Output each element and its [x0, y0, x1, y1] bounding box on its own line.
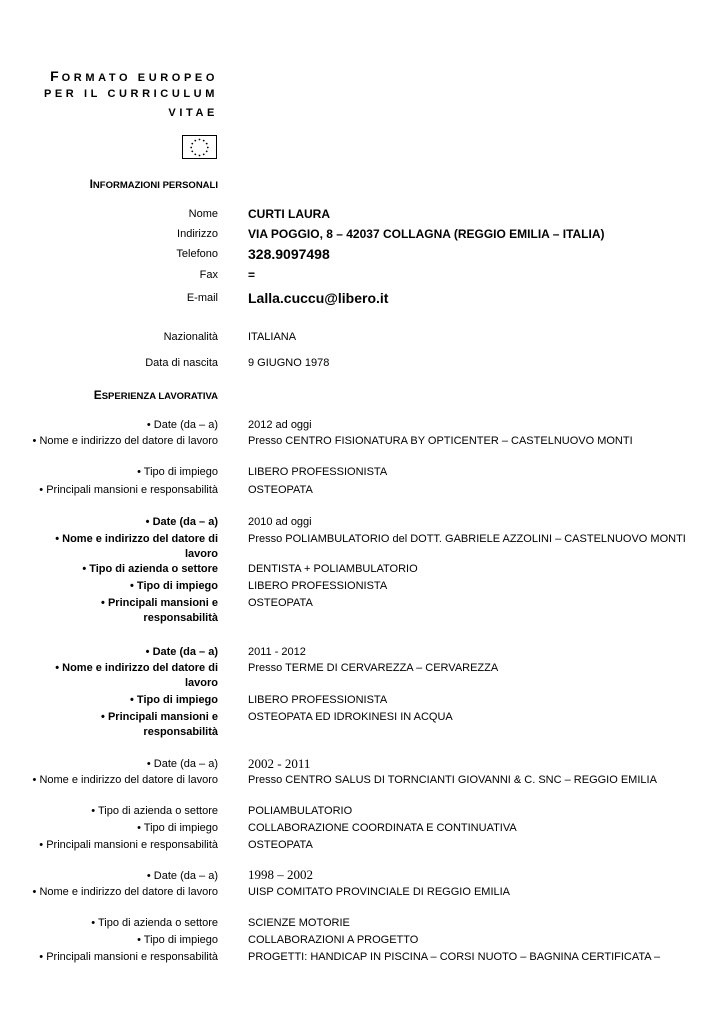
label-data-nascita: Data di nascita [145, 357, 218, 369]
job-1-duties-label: • Principali mansioni e responsabilità [39, 484, 218, 496]
job-3-employer-label: • Nome e indirizzo del datore di lavoro [55, 662, 218, 689]
job-3-employer: Presso TERME DI CERVAREZZA – CERVAREZZA [248, 662, 499, 674]
job-5-employer: UISP COMITATO PROVINCIALE DI REGGIO EMILIA [248, 886, 511, 898]
job-5-sector: SCIENZE MOTORIE [248, 917, 350, 929]
job-2-sector-label: • Tipo di azienda o settore [82, 563, 218, 575]
value-nazionalita: ITALIANA [248, 331, 297, 343]
job-3-date-label: • Date (da – a) [145, 646, 218, 658]
job-4-duties-label: • Principali mansioni e responsabilità [39, 839, 218, 851]
job-3-duties-label: • Principali mansioni e responsabilità [101, 711, 218, 738]
job-2-duties-label: • Principali mansioni e responsabilità [101, 597, 218, 624]
job-4-sector: POLIAMBULATORIO [248, 805, 353, 817]
job-2-duties: OSTEOPATA [248, 597, 313, 609]
job-2-employer: Presso POLIAMBULATORIO del DOTT. GABRIELE AZZOLINI – CASTELNUOVO MONTI [248, 533, 686, 545]
job-1-type: LIBERO PROFESSIONISTA [248, 466, 388, 478]
job-5-duties: PROGETTI: HANDICAP IN PISCINA – CORSI NUOTO – BAGNINA CERTIFICATA – [248, 951, 661, 963]
job-3-type-label: • Tipo di impiego [130, 694, 218, 706]
value-data-nascita: 9 GIUGNO 1978 [248, 357, 330, 369]
job-4-type-label: • Tipo di impiego [137, 822, 218, 834]
label-email: E-mail [186, 292, 218, 304]
job-1-employer-label: • Nome e indirizzo del datore di lavoro [32, 435, 218, 447]
job-2-sector: DENTISTA + POLIAMBULATORIO [248, 563, 418, 575]
job-4-type: COLLABORAZIONE COORDINATA E CONTINUATIVA [248, 822, 517, 834]
job-4-sector-label: • Tipo di azienda o settore [91, 805, 218, 817]
job-1-date: 2012 ad oggi [248, 419, 312, 431]
value-fax: = [248, 268, 256, 282]
label-indirizzo: Indirizzo [177, 228, 218, 240]
section-work-experience: ESPERIENZA LAVORATIVA [93, 388, 218, 402]
section-personal-info: INFORMAZIONI PERSONALI [89, 177, 218, 191]
job-5-type: COLLABORAZIONI A PROGETTO [248, 934, 419, 946]
label-fax: Fax [199, 269, 218, 281]
value-email: Lalla.cuccu@libero.it [248, 290, 389, 306]
label-telefono: Telefono [176, 248, 218, 260]
job-1-duties: OSTEOPATA [248, 484, 313, 496]
job-3-type: LIBERO PROFESSIONISTA [248, 694, 388, 706]
eu-flag-icon [182, 135, 217, 159]
job-5-employer-label: • Nome e indirizzo del datore di lavoro [32, 886, 218, 898]
job-4-duties: OSTEOPATA [248, 839, 313, 851]
job-2-type-label: • Tipo di impiego [130, 580, 218, 592]
cv-title-line-3: VITAE [168, 107, 218, 119]
job-2-type: LIBERO PROFESSIONISTA [248, 580, 388, 592]
label-nazionalita: Nazionalità [163, 331, 218, 343]
job-1-type-label: • Tipo di impiego [137, 466, 218, 478]
job-5-date: 1998 – 2002 [248, 867, 313, 882]
cv-title-line-1: FORMATO EUROPEO [50, 68, 218, 84]
job-4-date-label: • Date (da – a) [146, 758, 218, 770]
job-5-type-label: • Tipo di impiego [137, 934, 218, 946]
job-3-date: 2011 - 2012 [248, 646, 306, 658]
cv-title-line-2: PER IL CURRICULUM [43, 88, 218, 100]
value-telefono: 328.9097498 [248, 246, 330, 262]
job-2-date: 2010 ad oggi [248, 516, 312, 528]
job-2-employer-label: • Nome e indirizzo del datore di lavoro [55, 533, 218, 560]
job-4-employer: Presso CENTRO SALUS DI TORNCIANTI GIOVANNI & C. SNC – REGGIO EMILIA [248, 774, 657, 786]
job-5-date-label: • Date (da – a) [146, 870, 218, 882]
job-2-date-label: • Date (da – a) [145, 516, 218, 528]
value-nome: CURTI LAURA [248, 207, 330, 221]
job-3-duties: OSTEOPATA ED IDROKINESI IN ACQUA [248, 711, 453, 723]
job-4-date: 2002 - 2011 [248, 756, 311, 771]
job-1-date-label: • Date (da – a) [146, 419, 218, 431]
job-4-employer-label: • Nome e indirizzo del datore di lavoro [32, 774, 218, 786]
job-1-employer: Presso CENTRO FISIONATURA BY OPTICENTER – CASTELNUOVO MONTI [248, 435, 633, 447]
label-nome: Nome [188, 208, 218, 220]
job-5-duties-label: • Principali mansioni e responsabilità [39, 951, 218, 963]
job-5-sector-label: • Tipo di azienda o settore [91, 917, 218, 929]
value-indirizzo: VIA POGGIO, 8 – 42037 COLLAGNA (REGGIO EMILIA – ITALIA) [248, 227, 605, 241]
